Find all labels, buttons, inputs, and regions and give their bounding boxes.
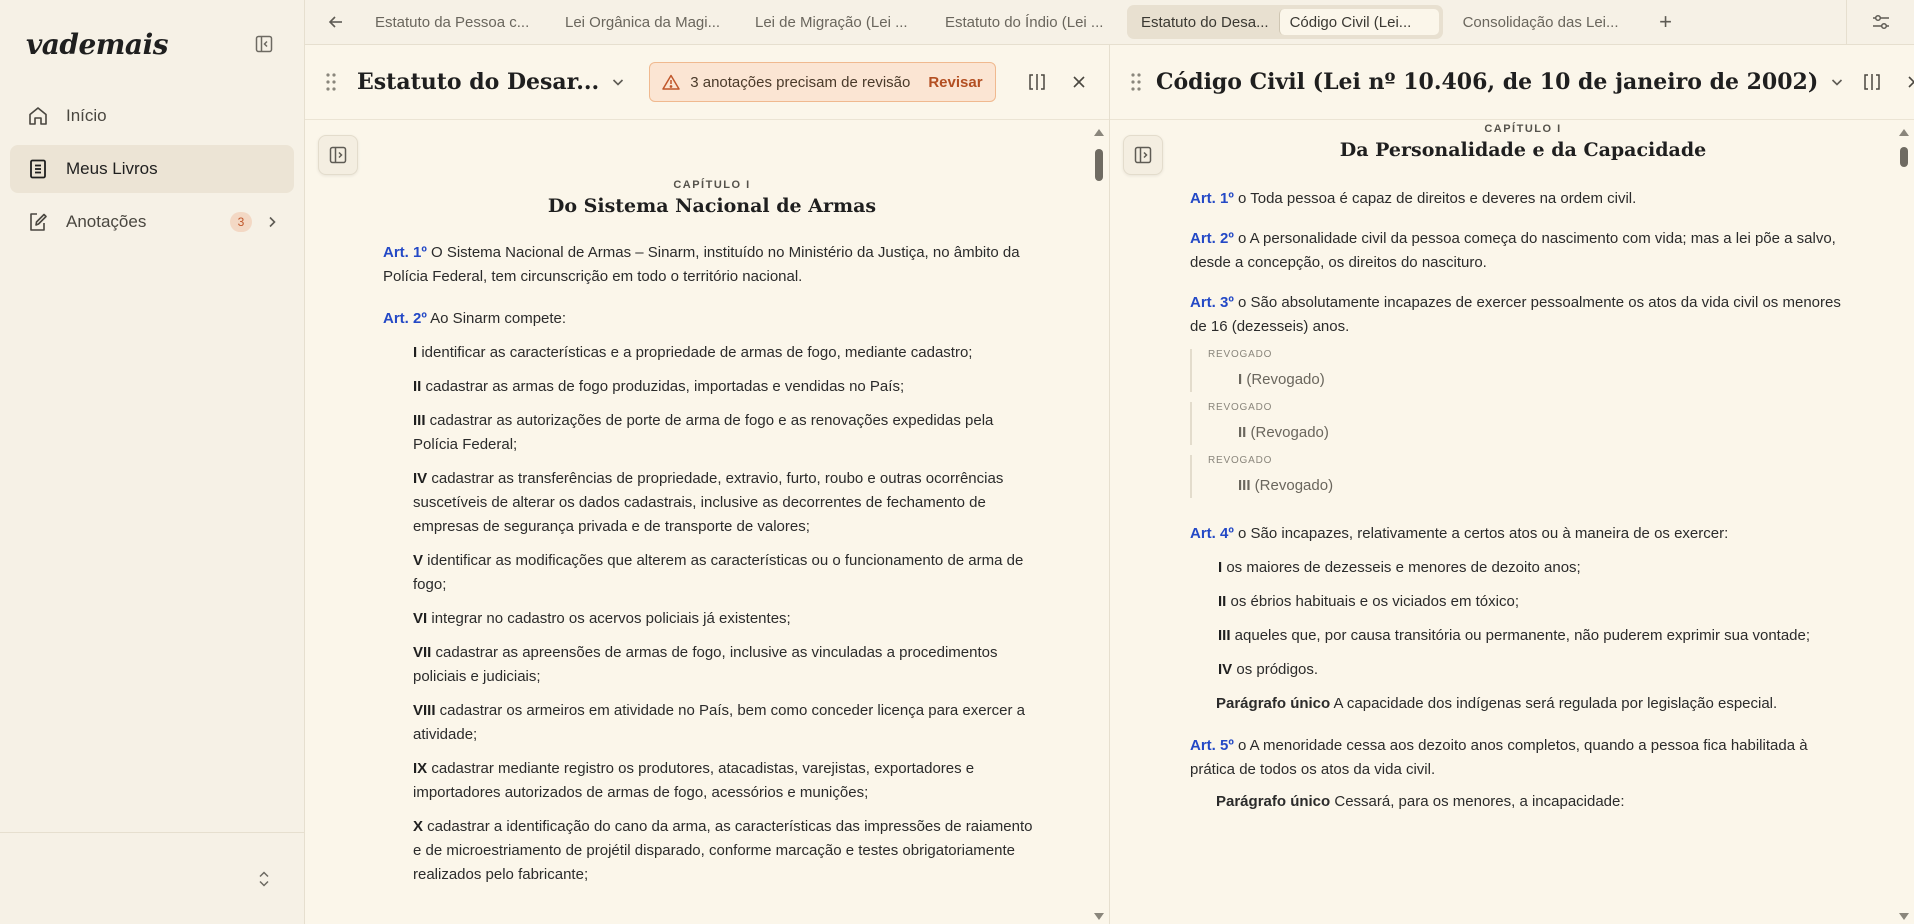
paragraph-unico[interactable] [1190, 692, 1856, 716]
left-document [305, 121, 1091, 924]
tab-estatuto-desarmamento[interactable]: Estatuto do Desa... [1141, 13, 1269, 31]
article-number: Art. 2º [383, 310, 427, 327]
article-2[interactable] [383, 307, 1041, 331]
close-icon[interactable] [1065, 68, 1093, 96]
revoked-label: REVOGADO [1208, 349, 1273, 360]
sidebar-header [0, 0, 304, 88]
item-text: cadastrar as transferências de propriedade, extravio, furto, roubo e outras ocorrências suscetíveis de alterar os dados cadastrais, inclusive as decorrentes de fechamento de empresas de segurança privada e de transporte de valores; [413, 470, 1004, 535]
revoked-label: REVOGADO [1208, 455, 1273, 466]
tab-lei-migracao[interactable]: Lei de Migração (Lei ... [755, 13, 908, 31]
toggle-outline-icon[interactable] [1123, 135, 1163, 175]
article-number: Art. 1º [383, 244, 427, 261]
item-text: cadastrar a identificação do cano da arma, as características das impressões de raiamento e de microestriamento de projétil disparado, conforme marcação e testes obrigatoriamente realizados pelo fabricante; [413, 818, 1033, 883]
item-text: aqueles que, por causa transitória ou permanente, não puderem exprimir sua vontade; [1230, 627, 1811, 644]
item-number: IX [413, 760, 428, 777]
list-item[interactable] [413, 815, 1041, 887]
item-number: II [1218, 593, 1227, 610]
review-alert [649, 62, 995, 102]
panes [305, 45, 1914, 924]
chapter-label: CAPÍTULO I [673, 179, 751, 191]
drag-handle-icon[interactable] [325, 72, 343, 92]
revoked-label: REVOGADO [1208, 402, 1273, 413]
item-number: VI [413, 610, 428, 627]
drag-handle-icon[interactable] [1130, 72, 1142, 92]
item-text: (Revogado) [1246, 424, 1329, 441]
main-area [305, 0, 1914, 924]
logo: vademais [26, 27, 168, 61]
item-number: II [413, 378, 422, 395]
sidebar-footer [0, 832, 304, 924]
edit-note-icon [26, 210, 50, 234]
book-icon [26, 157, 50, 181]
paragraph-unico[interactable] [1190, 790, 1856, 814]
left-pane-actions [1009, 68, 1093, 96]
collapse-sidebar-icon[interactable] [250, 30, 278, 58]
item-number: IV [413, 470, 428, 487]
item-number: VII [413, 644, 432, 661]
sidebar-item-meus-livros[interactable] [10, 145, 294, 193]
tab-bar [305, 0, 1914, 45]
item-number: III [1218, 627, 1231, 644]
item-text: cadastrar as apreensões de armas de fogo, inclusive as vinculadas a procedimentos policiais e judiciais; [413, 644, 998, 685]
item-number: I [413, 344, 418, 361]
item-number: V [413, 552, 424, 569]
sidebar-item-label: Anotações [66, 212, 147, 231]
list-item[interactable] [413, 409, 1041, 457]
list-item[interactable] [1218, 556, 1856, 580]
sidebar [0, 0, 305, 924]
item-text: cadastrar os armeiros em atividade no País, bem como conceder licença para exercer a atividade; [413, 702, 1025, 743]
expand-collapse-icon[interactable] [250, 865, 278, 893]
article-text: o A personalidade civil da pessoa começa do nascimento com vida; mas a lei põe a salvo, desde a concepção, os direitos do nascituro. [1190, 230, 1836, 271]
article-text: o Toda pessoa é capaz de direitos e deveres na ordem civil. [1233, 190, 1637, 207]
item-text: os pródigos. [1232, 661, 1319, 678]
item-text: (Revogado) [1250, 477, 1334, 494]
article-4-items [1190, 556, 1856, 682]
revoked-item[interactable] [1190, 349, 1856, 392]
article-number: Art. 5º [1190, 737, 1234, 754]
article-4[interactable] [1190, 522, 1856, 546]
chapter-title: Do Sistema Nacional de Armas [547, 195, 877, 217]
warning-icon [662, 74, 680, 90]
paragraph-label: Parágrafo único [1216, 793, 1331, 810]
list-item[interactable] [413, 341, 1041, 365]
item-text: integrar no cadastro os acervos policiais já existentes; [427, 610, 791, 627]
chapter-header [383, 179, 1041, 217]
right-pane-title[interactable]: Código Civil (Lei nº 10.406, de 10 de janeiro de 2002) [1156, 69, 1819, 95]
split-view-icon[interactable] [1858, 68, 1886, 96]
list-item[interactable] [413, 699, 1041, 747]
paragraph-text: Cessará, para os menores, a incapacidade: [1330, 793, 1625, 810]
item-text: os maiores de dezesseis e menores de dezoito anos; [1222, 559, 1581, 576]
article-3[interactable] [1190, 291, 1856, 339]
item-number: IV [1218, 661, 1233, 678]
review-alert-text: 3 anotações precisam de revisão [690, 73, 911, 91]
left-pane [305, 45, 1110, 924]
list-item[interactable] [413, 375, 1041, 399]
item-text: cadastrar mediante registro os produtores, atacadistas, varejistas, exportadores e importadores autorizados de armas de fogo, acessórios e munições; [413, 760, 975, 801]
left-pane-header [305, 45, 1109, 120]
tab-codigo-civil[interactable]: Código Civil (Lei... [1279, 9, 1439, 35]
item-text: os ébrios habituais e os viciados em tóxico; [1226, 593, 1519, 610]
list-item[interactable] [413, 641, 1041, 689]
review-button[interactable]: Revisar [928, 73, 983, 91]
tab-estatuto-indio[interactable]: Estatuto do Índio (Lei ... [945, 13, 1104, 31]
right-document [1110, 121, 1896, 924]
article-number: Art. 2º [1190, 230, 1234, 247]
sidebar-item-inicio[interactable] [10, 92, 294, 140]
article-1[interactable] [1190, 187, 1856, 211]
split-view-icon[interactable] [1023, 68, 1051, 96]
article-5[interactable] [1190, 734, 1856, 782]
item-number: I [1218, 559, 1223, 576]
item-number: III [413, 412, 426, 429]
article-number: Art. 4º [1190, 525, 1234, 542]
list-item[interactable] [413, 467, 1041, 539]
list-item[interactable] [413, 757, 1041, 805]
chapter-label: CAPÍTULO I [1484, 123, 1562, 135]
item-text: identificar as características e a propriedade de armas de fogo, mediante cadastro; [417, 344, 973, 361]
toggle-outline-icon[interactable] [318, 135, 358, 175]
right-scrollbar[interactable] [1898, 125, 1910, 924]
item-text: (Revogado) [1242, 371, 1325, 388]
sidebar-item-anotacoes[interactable] [10, 198, 294, 246]
item-number: II [1238, 424, 1247, 441]
chevron-right-icon [266, 216, 278, 228]
settings-sliders-icon[interactable] [1846, 0, 1914, 44]
article-number: Art. 1º [1190, 190, 1234, 207]
tab-lei-organica[interactable]: Lei Orgânica da Magi... [565, 13, 721, 31]
article-text: O Sistema Nacional de Armas – Sinarm, instituído no Ministério da Justiça, no âmbito da Polícia Federal, tem circunscrição em todo o território nacional. [383, 244, 1020, 285]
tab-consolidacao[interactable]: Consolidação das Lei... [1462, 13, 1619, 31]
item-text: cadastrar as autorizações de porte de arma de fogo e as renovações expedidas pela Polícia Federal; [413, 412, 994, 453]
article-1[interactable] [383, 241, 1041, 289]
list-item[interactable] [1218, 658, 1856, 682]
paragraph-text: A capacidade dos indígenas será regulada por legislação especial. [1330, 695, 1778, 712]
revoked-item[interactable] [1190, 402, 1856, 445]
paragraph-label: Parágrafo único [1216, 695, 1331, 712]
left-scrollbar[interactable] [1093, 125, 1105, 924]
item-text: identificar as modificações que alterem as características ou o funcionamento de arma de fogo; [413, 552, 1024, 593]
chevron-down-icon[interactable] [611, 75, 625, 89]
right-pane-header [1110, 45, 1914, 120]
chapter-header [1190, 123, 1856, 161]
list-item[interactable] [1218, 624, 1856, 648]
article-text: o São absolutamente incapazes de exercer pessoalmente os atos da vida civil os menores de 16 (dezesseis) anos. [1190, 294, 1841, 335]
chevron-down-icon[interactable] [1830, 75, 1844, 89]
tab-estatuto-pessoa[interactable]: Estatuto da Pessoa c... [375, 13, 530, 31]
article-text: o São incapazes, relativamente a certos atos ou à maneira de os exercer: [1233, 525, 1729, 542]
tab-group-split [1127, 5, 1443, 39]
item-number: X [413, 818, 424, 835]
list-item[interactable] [413, 549, 1041, 597]
right-pane-actions [1844, 68, 1914, 96]
list-item[interactable] [413, 607, 1041, 631]
list-item[interactable] [1218, 590, 1856, 614]
article-text: o A menoridade cessa aos dezoito anos completos, quando a pessoa fica habilitada à prática de todos os atos da vida civil. [1190, 737, 1808, 778]
article-number: Art. 3º [1190, 294, 1234, 311]
sidebar-nav [0, 88, 304, 255]
revoked-item[interactable] [1190, 455, 1856, 498]
sidebar-item-label: Meus Livros [66, 159, 158, 178]
home-icon [26, 104, 50, 128]
chapter-title: Da Personalidade e da Capacidade [1339, 139, 1707, 161]
item-number: III [1238, 477, 1251, 494]
annotations-count-badge: 3 [230, 212, 252, 232]
article-text: Ao Sinarm compete: [426, 310, 567, 327]
back-arrow-icon[interactable] [319, 5, 353, 39]
item-number: I [1238, 371, 1243, 388]
article-2-items [383, 341, 1041, 887]
item-number: VIII [413, 702, 436, 719]
article-2[interactable] [1190, 227, 1856, 275]
item-text: cadastrar as armas de fogo produzidas, importadas e vendidas no País; [421, 378, 905, 395]
close-icon[interactable] [1900, 68, 1914, 96]
sidebar-item-label: Início [66, 106, 107, 125]
right-pane [1110, 45, 1914, 924]
new-tab-plus-icon[interactable]: + [1659, 9, 1672, 34]
left-pane-title[interactable]: Estatuto do Desar... [357, 69, 600, 95]
